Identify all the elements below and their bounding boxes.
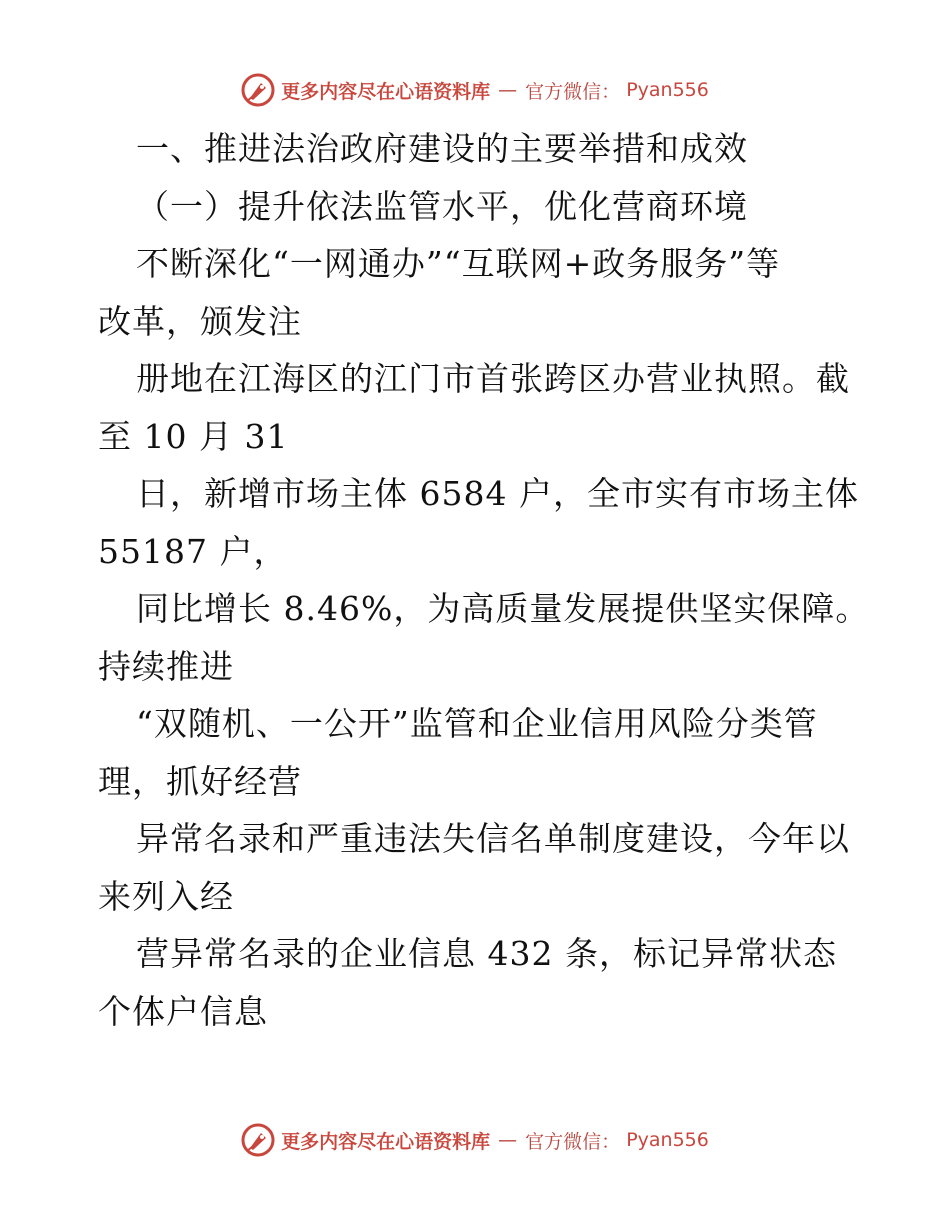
document-body	[98, 120, 870, 1040]
paragraph-line: 异常名录和严重违法失信名单制度建设，今年以	[136, 819, 850, 858]
paragraph-line: 营异常名录的企业信息 432 条，标记异常状态	[136, 934, 837, 973]
paragraph-line: 55187 户，	[98, 531, 288, 571]
paragraph-line: 持续推进	[98, 646, 234, 686]
banner-wechat-label: 官方微信：	[525, 80, 621, 103]
banner-main-text: 更多内容尽在心语资料库	[281, 1130, 491, 1153]
paragraph-line: 不断深化“一网通办”“互联网+政务服务”等	[136, 244, 781, 283]
paragraph-line: 册地在江海区的江门市首张跨区办营业执照。截	[136, 359, 850, 398]
banner-wechat-id: Pyan556	[626, 79, 709, 101]
paragraph-line: 改革，颁发注	[98, 301, 302, 341]
footer-banner	[0, 1120, 950, 1160]
paragraph-line: 同比增长 8.46%，为高质量发展提供坚实保障。	[136, 589, 870, 628]
banner-dash: —	[498, 79, 518, 101]
banner-dash: —	[498, 1129, 518, 1151]
header-banner	[0, 70, 950, 110]
pen-nib-logo-icon	[241, 73, 275, 107]
paragraph-line: 至 10 月 31	[98, 416, 289, 456]
paragraph-line: “双随机、一公开”监管和企业信用风险分类管	[136, 704, 818, 743]
paragraph-line: 理，抓好经营	[98, 761, 302, 801]
section-heading: 一、推进法治政府建设的主要举措和成效	[136, 129, 748, 168]
banner-wechat-label: 官方微信：	[525, 1130, 621, 1153]
subsection-heading: （一）提升依法监管水平，优化营商环境	[136, 186, 748, 226]
paragraph-line: 日，新增市场主体 6584 户，全市实有市场主体	[136, 474, 859, 513]
paragraph-line: 来列入经	[98, 876, 234, 916]
paragraph-line: 个体户信息	[98, 991, 268, 1031]
pen-nib-logo-icon	[241, 1123, 275, 1157]
banner-wechat-id: Pyan556	[626, 1129, 709, 1151]
banner-main-text: 更多内容尽在心语资料库	[281, 80, 491, 103]
